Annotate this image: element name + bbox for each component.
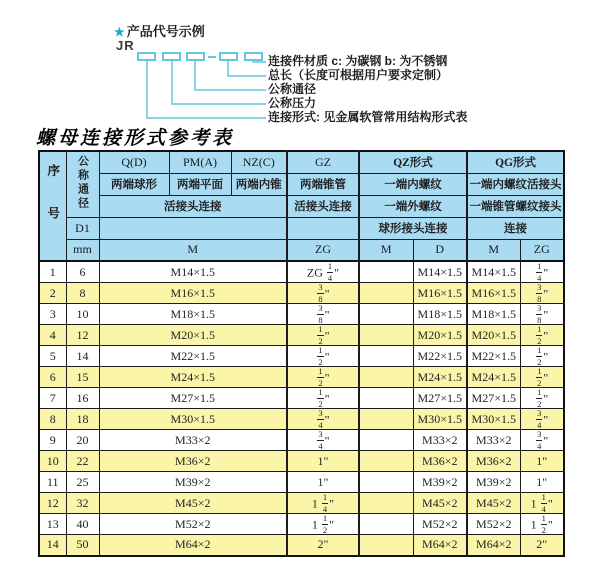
fraction: $\frac{3}{4}$	[537, 408, 542, 430]
table-cell	[359, 283, 413, 304]
code-box	[162, 52, 181, 61]
table-cell: 14	[39, 535, 66, 556]
table-cell: M33×2	[413, 430, 467, 451]
fraction: $\frac{3}{8}$	[318, 303, 323, 325]
code-box	[219, 52, 238, 61]
table-cell: M45×2	[99, 493, 287, 514]
fraction: $\frac{3}{8}$	[537, 303, 542, 325]
table-cell: 18	[66, 409, 99, 430]
table-cell: 2"	[520, 535, 564, 556]
table-cell: $\frac{3}{4}$ "	[287, 430, 359, 451]
col-header-seq: 序号	[39, 151, 66, 261]
diagram-title: 产品代号示例	[126, 24, 205, 39]
fraction: $\frac{1}{2}$	[318, 324, 323, 346]
fraction: $\frac{1}{4}$	[541, 492, 546, 514]
table-cell: $\frac{1}{2}$ "	[520, 367, 564, 388]
diagram-label-pressure: 公称压力	[268, 96, 317, 110]
table-row	[39, 261, 564, 283]
table-cell	[359, 304, 413, 325]
table-cell: 1 $\frac{1}{4}$ "	[287, 493, 359, 514]
code-dash	[208, 56, 216, 58]
col-header-q-code: Q(D)	[99, 151, 169, 173]
table-cell: M36×2	[467, 451, 520, 472]
table-cell: M24×1.5	[99, 367, 287, 388]
table-cell: 22	[66, 451, 99, 472]
table-cell: 1 $\frac{1}{4}$ "	[520, 493, 564, 514]
table-cell: 1 $\frac{1}{2}$ "	[520, 514, 564, 535]
table-cell: $\frac{1}{2}$ "	[520, 346, 564, 367]
table-row	[39, 493, 564, 514]
table-cell	[359, 535, 413, 556]
product-code-diagram	[0, 0, 600, 130]
header-qz-desc2: 一端外螺纹	[359, 195, 467, 217]
table-cell: 16	[66, 388, 99, 409]
nut-connection-table	[38, 150, 565, 557]
header-nz-desc: 两端内锥	[231, 173, 287, 195]
table-cell	[359, 430, 413, 451]
table-cell: $\frac{3}{8}$ "	[287, 283, 359, 304]
header-qz-m: M	[359, 239, 413, 261]
diagram-label-material: 连接件材质 c: 为碳钢 b: 为不锈钢	[268, 54, 448, 68]
table-cell: 2	[39, 283, 66, 304]
table-cell: M27×1.5	[467, 388, 520, 409]
table-cell	[359, 493, 413, 514]
table-cell: 6	[39, 367, 66, 388]
header-zg: ZG	[287, 239, 359, 261]
code-box	[186, 52, 205, 61]
col-header-qg-form: QG形式	[467, 151, 564, 173]
header-empty-left	[99, 217, 287, 239]
fraction: $\frac{3}{4}$	[318, 408, 323, 430]
table-row	[39, 430, 564, 451]
table-cell: $\frac{3}{4}$ "	[520, 409, 564, 430]
table-cell	[359, 261, 413, 283]
table-cell	[359, 514, 413, 535]
fraction: $\frac{1}{2}$	[318, 345, 323, 367]
table-cell: $\frac{3}{8}$ "	[520, 283, 564, 304]
table-row	[39, 451, 564, 472]
table-cell: $\frac{3}{8}$ "	[287, 304, 359, 325]
table-cell: 11	[39, 472, 66, 493]
table-cell: 1 $\frac{1}{2}$ "	[287, 514, 359, 535]
table-cell: 2"	[287, 535, 359, 556]
header-qz-d: D	[413, 239, 467, 261]
table-cell: M52×2	[413, 514, 467, 535]
table-cell	[359, 472, 413, 493]
col-header-nz-code: NZ(C)	[231, 151, 287, 173]
table-cell: M64×2	[413, 535, 467, 556]
col-header-gz-code: GZ	[287, 151, 359, 173]
table-cell: M16×1.5	[413, 283, 467, 304]
fraction: $\frac{1}{2}$	[537, 324, 542, 346]
fraction: $\frac{3}{4}$	[318, 429, 323, 451]
header-qz-connection: 球形接头连接	[359, 217, 467, 239]
table-cell: $\frac{1}{2}$ "	[287, 325, 359, 346]
header-pm-desc: 两端平面	[169, 173, 231, 195]
header-d1: D1	[66, 217, 99, 239]
table-cell: M16×1.5	[99, 283, 287, 304]
table-cell: M36×2	[99, 451, 287, 472]
table-cell: 32	[66, 493, 99, 514]
table-cell: 12	[39, 493, 66, 514]
table-cell	[359, 409, 413, 430]
table-cell: 8	[39, 409, 66, 430]
reference-table-wrapper	[38, 150, 565, 557]
table-cell: M18×1.5	[467, 304, 520, 325]
table-row	[39, 472, 564, 493]
header-qz-desc1: 一端内螺纹	[359, 173, 467, 195]
col-header-nominal-diameter: 公称通径	[66, 151, 99, 217]
table-cell: $\frac{1}{2}$ "	[520, 325, 564, 346]
header-empty-gz	[287, 217, 359, 239]
table-cell: M30×1.5	[99, 409, 287, 430]
table-cell: 1"	[287, 472, 359, 493]
fraction: $\frac{1}{4}$	[322, 492, 328, 514]
table-cell: $\frac{3}{8}$ "	[520, 304, 564, 325]
fraction: $\frac{1}{2}$	[537, 366, 542, 388]
table-cell: M22×1.5	[467, 346, 520, 367]
fraction: $\frac{1}{2}$	[541, 513, 546, 535]
table-cell: $\frac{1}{2}$ "	[287, 367, 359, 388]
table-cell: $\frac{3}{4}$ "	[520, 430, 564, 451]
table-cell: 10	[66, 304, 99, 325]
table-cell: 20	[66, 430, 99, 451]
table-cell: M18×1.5	[99, 304, 287, 325]
table-cell: M22×1.5	[413, 346, 467, 367]
header-qg-m: M	[467, 239, 520, 261]
table-cell: $\frac{1}{2}$ "	[287, 346, 359, 367]
table-cell: 10	[39, 451, 66, 472]
fraction: $\frac{1}{4}$	[327, 261, 333, 283]
header-gz-connection: 活接头连接	[287, 195, 359, 217]
table-cell: $\frac{3}{4}$ "	[287, 409, 359, 430]
table-cell: M24×1.5	[413, 367, 467, 388]
table-cell: 25	[66, 472, 99, 493]
table-cell: M30×1.5	[413, 409, 467, 430]
table-cell: M22×1.5	[99, 346, 287, 367]
table-row	[39, 388, 564, 409]
table-cell: M27×1.5	[99, 388, 287, 409]
header-qg-connection: 连接	[467, 217, 564, 239]
header-union-connection: 活接头连接	[99, 195, 287, 217]
table-cell: 3	[39, 304, 66, 325]
header-qg-zg: ZG	[520, 239, 564, 261]
diagram-label-total-length: 总长（长度可根据用户要求定制）	[268, 68, 449, 82]
table-cell: 40	[66, 514, 99, 535]
table-cell: 8	[66, 283, 99, 304]
table-cell: 12	[66, 325, 99, 346]
fraction: $\frac{1}{2}$	[318, 366, 323, 388]
table-cell: 7	[39, 388, 66, 409]
table-cell: 1"	[520, 472, 564, 493]
col-header-pm-code: PM(A)	[169, 151, 231, 173]
table-header	[39, 151, 564, 261]
table-cell: 13	[39, 514, 66, 535]
header-m: M	[99, 239, 287, 261]
table-cell: M30×1.5	[467, 409, 520, 430]
fraction: $\frac{3}{4}$	[537, 429, 542, 451]
table-cell: M33×2	[467, 430, 520, 451]
table-row	[39, 535, 564, 556]
table-cell: M16×1.5	[467, 283, 520, 304]
diagram-label-connection: 连接形式: 见金属软管常用结构形式表	[268, 110, 468, 124]
header-gz-desc: 两端锥管	[287, 173, 359, 195]
table-cell: M20×1.5	[467, 325, 520, 346]
table-cell: M52×2	[467, 514, 520, 535]
col-header-qz-form: QZ形式	[359, 151, 467, 173]
table-cell: M52×2	[99, 514, 287, 535]
code-box	[244, 52, 263, 61]
table-cell: M33×2	[99, 430, 287, 451]
table-cell: M39×2	[467, 472, 520, 493]
table-cell	[359, 451, 413, 472]
table-cell: 9	[39, 430, 66, 451]
header-mm: mm	[66, 239, 99, 261]
table-row	[39, 304, 564, 325]
star-icon: ★	[114, 25, 125, 39]
fraction: $\frac{3}{8}$	[318, 282, 323, 304]
table-cell: 15	[66, 367, 99, 388]
code-box	[137, 52, 156, 61]
header-q-desc: 两端球形	[99, 173, 169, 195]
table-cell: M14×1.5	[99, 261, 287, 283]
table-cell: M36×2	[413, 451, 467, 472]
table-cell: 50	[66, 535, 99, 556]
fraction: $\frac{1}{2}$	[537, 387, 542, 409]
fraction: $\frac{1}{4}$	[537, 261, 542, 283]
table-row	[39, 346, 564, 367]
table-cell: M27×1.5	[413, 388, 467, 409]
table-cell: M39×2	[99, 472, 287, 493]
table-cell: M14×1.5	[467, 261, 520, 283]
table-cell: 6	[66, 261, 99, 283]
header-qg-desc2: 一端锥管螺纹接头	[467, 195, 564, 217]
table-cell: 1"	[287, 451, 359, 472]
table-row	[39, 514, 564, 535]
fraction: $\frac{1}{2}$	[322, 513, 328, 535]
fraction: $\frac{1}{2}$	[318, 387, 323, 409]
table-cell: M45×2	[467, 493, 520, 514]
table-cell	[359, 325, 413, 346]
table-cell: 5	[39, 346, 66, 367]
diagram-label-diameter: 公称通径	[268, 82, 317, 96]
table-body	[39, 261, 564, 556]
table-cell: M24×1.5	[467, 367, 520, 388]
table-cell: $\frac{1}{2}$ "	[287, 388, 359, 409]
table-row	[39, 409, 564, 430]
table-cell: M45×2	[413, 493, 467, 514]
table-cell: M20×1.5	[413, 325, 467, 346]
table-cell: $\frac{1}{2}$ "	[520, 388, 564, 409]
fraction: $\frac{3}{8}$	[537, 282, 542, 304]
table-row	[39, 367, 564, 388]
code-prefix: JR	[116, 38, 135, 53]
table-row	[39, 325, 564, 346]
table-cell: $\frac{1}{4}$ "	[520, 261, 564, 283]
table-cell: M14×1.5	[413, 261, 467, 283]
table-cell: ZG $\frac{1}{4}$ "	[287, 261, 359, 283]
table-cell: 14	[66, 346, 99, 367]
header-qg-desc1: 一端内螺纹活接头	[467, 173, 564, 195]
table-cell	[359, 346, 413, 367]
fraction: $\frac{1}{2}$	[537, 345, 542, 367]
table-cell	[359, 367, 413, 388]
table-cell: M64×2	[467, 535, 520, 556]
table-cell: M18×1.5	[413, 304, 467, 325]
table-cell: M20×1.5	[99, 325, 287, 346]
table-title: 螺母连接形式参考表	[36, 128, 235, 149]
table-row	[39, 283, 564, 304]
table-cell	[359, 388, 413, 409]
table-cell: M39×2	[413, 472, 467, 493]
table-cell: 4	[39, 325, 66, 346]
table-cell: M64×2	[99, 535, 287, 556]
table-cell: 1"	[520, 451, 564, 472]
table-cell: 1	[39, 261, 66, 283]
